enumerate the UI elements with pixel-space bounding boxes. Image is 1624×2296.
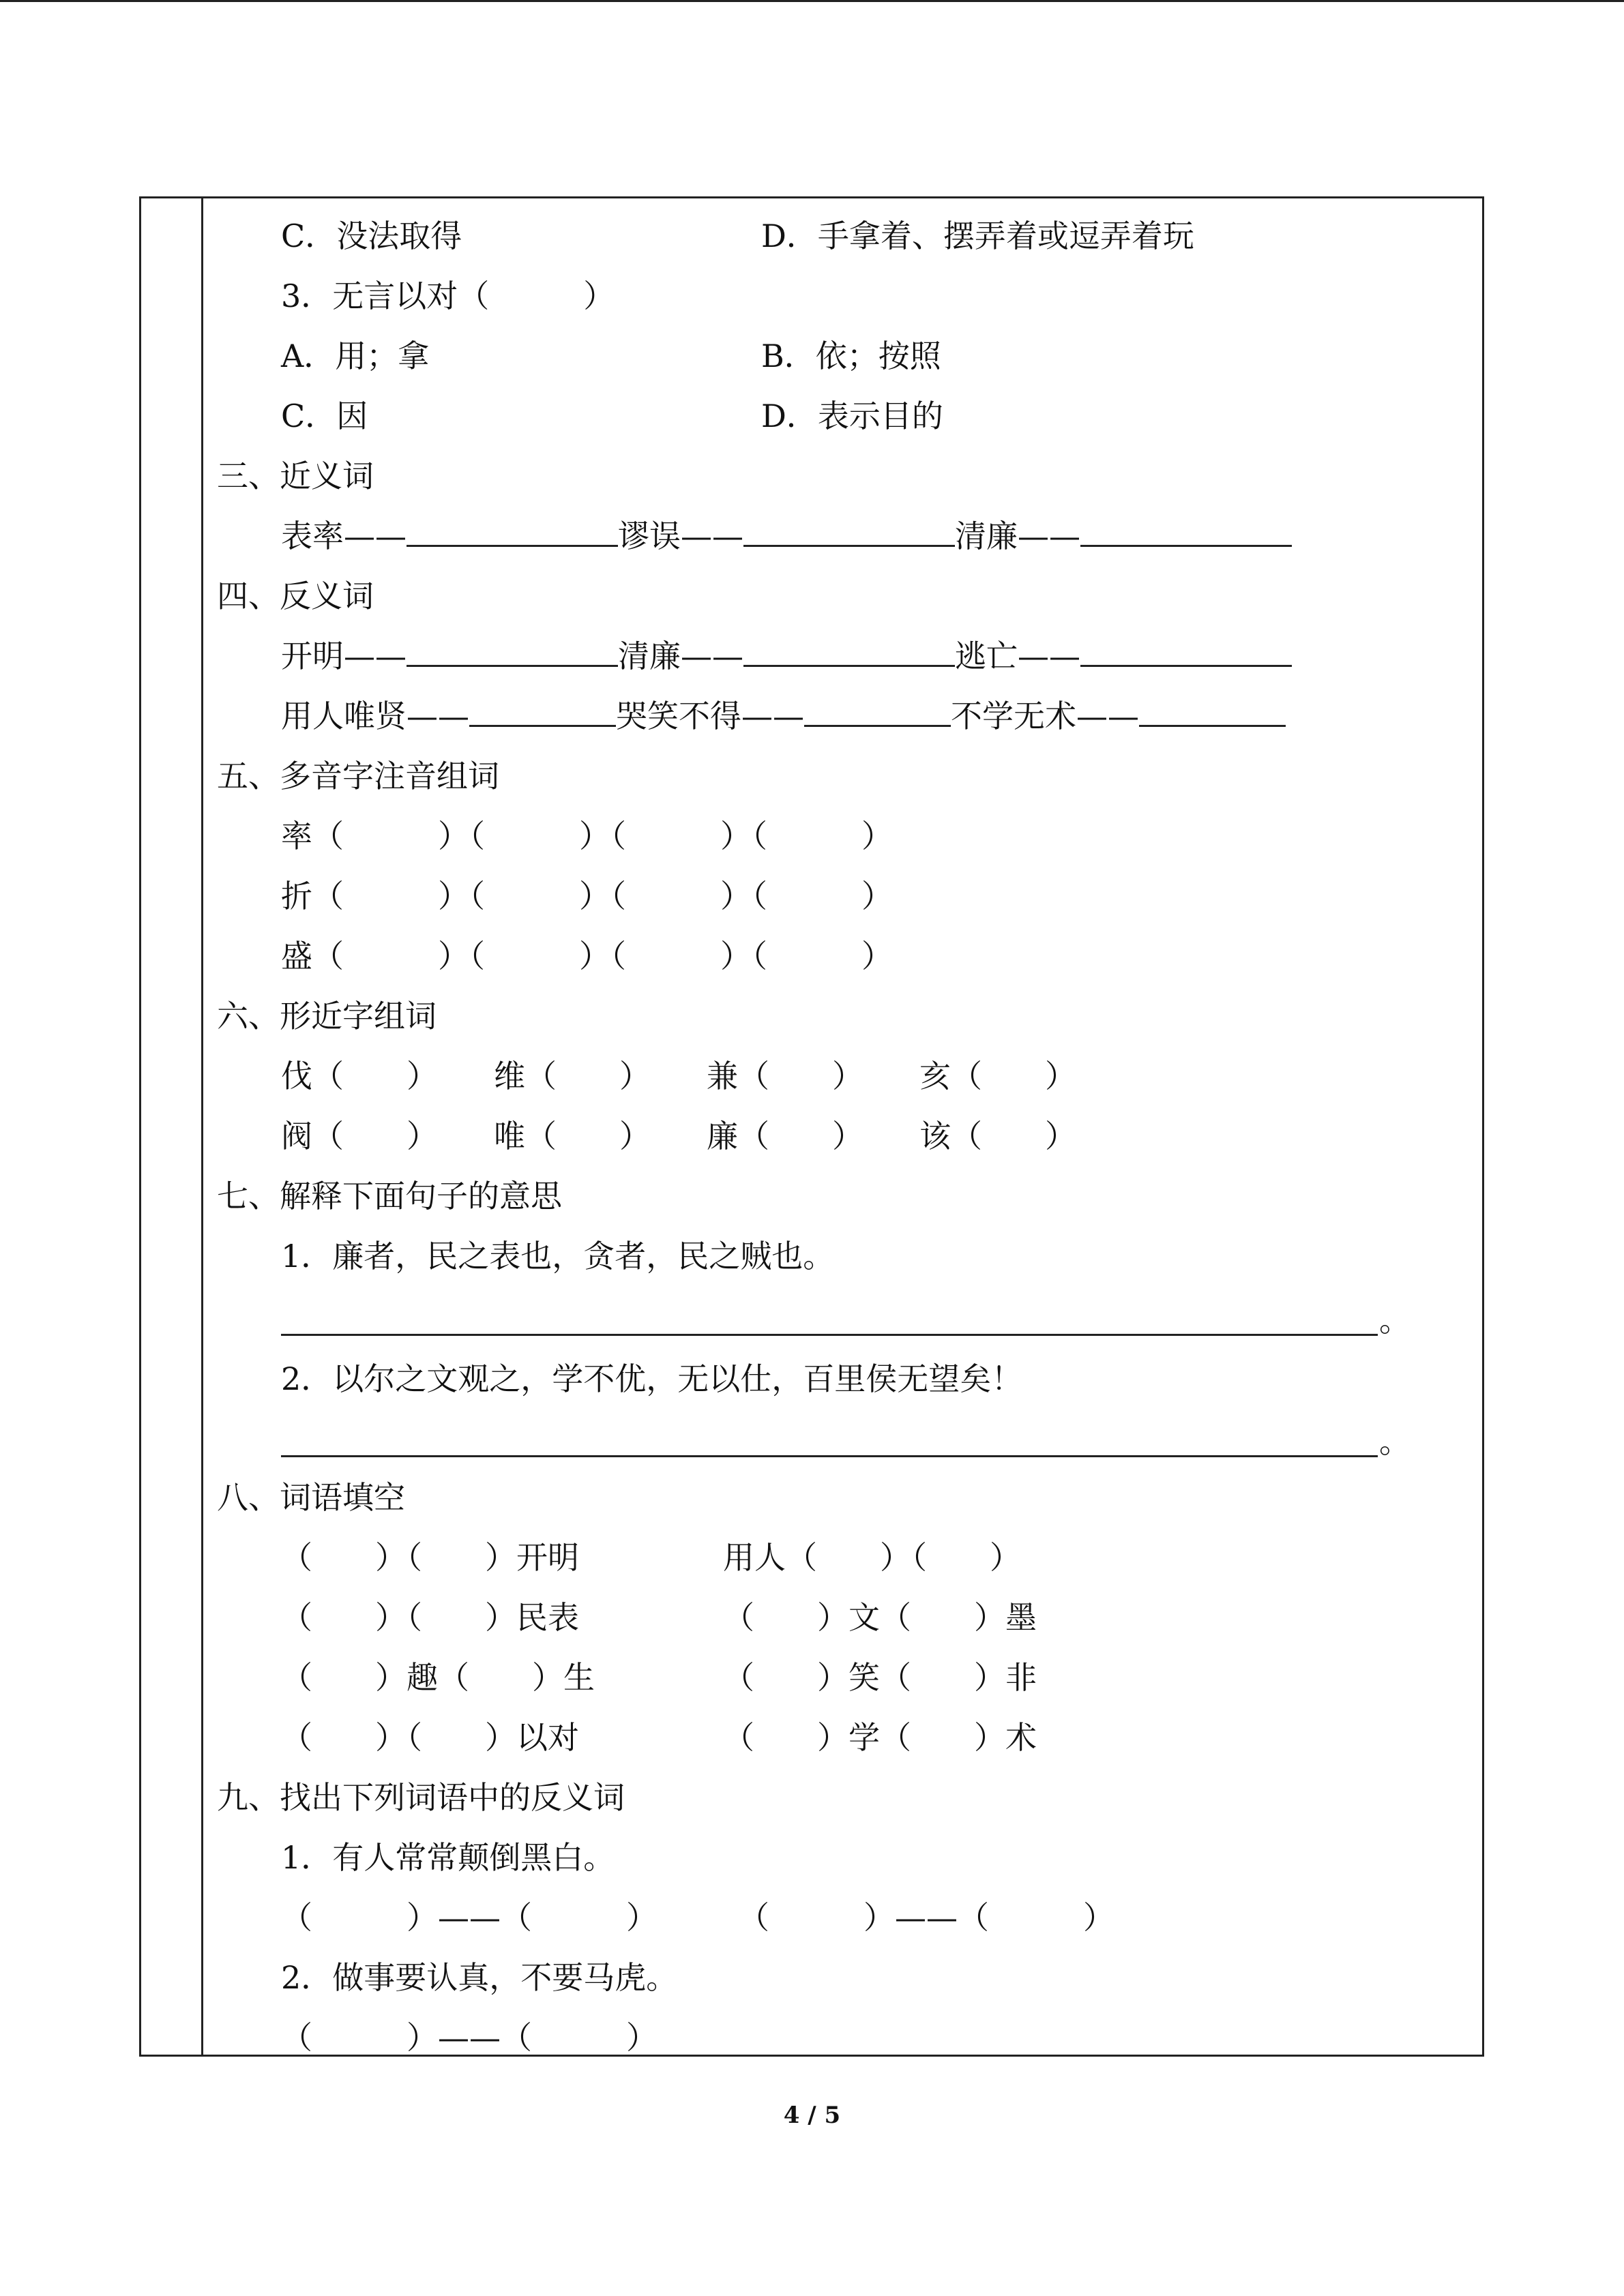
sentence-2: 2．以尔之文观之，学不优，无以仕，百里侯无望矣！ — [281, 1360, 1023, 1397]
q3-option-a: A．用；拿 — [281, 338, 430, 374]
similar-char-b3: 廉（ ） — [707, 1118, 863, 1154]
q3-option-d: D．表示目的 — [761, 398, 943, 434]
antonym-sentence-1: 1．有人常常颠倒黑白。 — [281, 1839, 615, 1876]
page-top-border — [0, 0, 1624, 2]
answer-line-1[interactable] — [281, 1334, 1378, 1336]
similar-char-a3: 兼（ ） — [707, 1058, 863, 1094]
q3-option-b: B．依；按照 — [761, 338, 941, 374]
polyphone-row-1: 率（ ）（ ）（ ）（ ） — [281, 818, 893, 854]
antonym-blank-4[interactable] — [469, 698, 616, 727]
answer-line-2[interactable] — [281, 1455, 1378, 1457]
page-number: 4 / 5 — [783, 2102, 841, 2129]
sentence-1: 1．廉者，民之表也，贪者，民之贼也。 — [281, 1238, 835, 1274]
fill-right-1: 用人（ ）（ ） — [723, 1539, 1021, 1576]
answer-end-1: 。 — [1379, 1302, 1411, 1339]
fill-right-4: （ ）学（ ）术 — [723, 1719, 1037, 1756]
antonym-blank-2[interactable] — [743, 638, 955, 667]
similar-char-b1: 阀（ ） — [281, 1118, 438, 1154]
similar-char-a1: 伐（ ） — [281, 1058, 438, 1094]
similar-char-b4: 该（ ） — [919, 1118, 1076, 1154]
antonym-blank-5[interactable] — [804, 698, 951, 727]
fill-left-2: （ ）（ ）民表 — [281, 1599, 579, 1636]
q2-option-c: C．没法取得 — [281, 218, 462, 254]
synonym-blank-1[interactable] — [407, 518, 618, 547]
section-3-title: 三、近义词 — [217, 458, 374, 494]
fill-left-3: （ ）趣（ ）生 — [281, 1659, 595, 1696]
section-4-title: 四、反义词 — [217, 578, 374, 614]
antonym-word-1: 开明—— — [281, 638, 407, 674]
polyphone-row-2: 折（ ）（ ）（ ）（ ） — [281, 878, 893, 914]
synonym-word-1: 表率—— — [281, 518, 407, 554]
section-8-title: 八、词语填空 — [217, 1479, 405, 1516]
synonym-word-2: 谬误—— — [618, 518, 743, 554]
antonym-row-1 — [281, 637, 1292, 675]
answer-end-2: 。 — [1379, 1423, 1411, 1460]
synonym-word-3: 清廉—— — [955, 518, 1080, 554]
antonym-blank-3[interactable] — [1080, 638, 1292, 667]
synonym-blank-2[interactable] — [743, 518, 955, 547]
fill-right-2: （ ）文（ ）墨 — [723, 1599, 1037, 1636]
antonym-answer-2: （ ）——（ ） — [738, 1899, 1114, 1936]
antonym-word-2: 清廉—— — [618, 638, 743, 674]
section-6-title: 六、形近字组词 — [217, 998, 437, 1034]
q3-stem: 3．无言以对（ ） — [281, 278, 615, 314]
antonym-word-6: 不学无术—— — [951, 698, 1139, 734]
antonym-sentence-2: 2．做事要认真，不要马虎。 — [281, 1959, 678, 1996]
synonym-blank-3[interactable] — [1080, 518, 1292, 547]
antonym-blank-1[interactable] — [407, 638, 618, 667]
synonym-row — [281, 517, 1292, 555]
antonym-word-5: 哭笑不得—— — [616, 698, 804, 734]
similar-char-a2: 维（ ） — [494, 1058, 651, 1094]
polyphone-row-3: 盛（ ）（ ）（ ）（ ） — [281, 938, 893, 974]
antonym-answer-1: （ ）——（ ） — [281, 1899, 658, 1936]
antonym-word-3: 逃亡—— — [955, 638, 1080, 674]
similar-char-b2: 唯（ ） — [494, 1118, 651, 1154]
section-5-title: 五、多音字注音组词 — [217, 758, 499, 794]
fill-left-4: （ ）（ ）以对 — [281, 1719, 579, 1756]
similar-char-a4: 亥（ ） — [919, 1058, 1076, 1094]
q3-option-c: C．因 — [281, 398, 368, 434]
q2-option-d: D．手拿着、摆弄着或逗弄着玩 — [761, 218, 1194, 254]
section-7-title: 七、解释下面句子的意思 — [217, 1178, 562, 1214]
section-9-title: 九、找出下列词语中的反义词 — [217, 1779, 625, 1816]
antonym-answer-3: （ ）——（ ） — [281, 2019, 658, 2056]
frame-divider — [201, 198, 203, 2055]
fill-left-1: （ ）（ ）开明 — [281, 1539, 579, 1576]
fill-right-3: （ ）笑（ ）非 — [723, 1659, 1037, 1696]
antonym-row-2 — [281, 697, 1286, 735]
antonym-blank-6[interactable] — [1139, 698, 1286, 727]
antonym-word-4: 用人唯贤—— — [281, 698, 469, 734]
